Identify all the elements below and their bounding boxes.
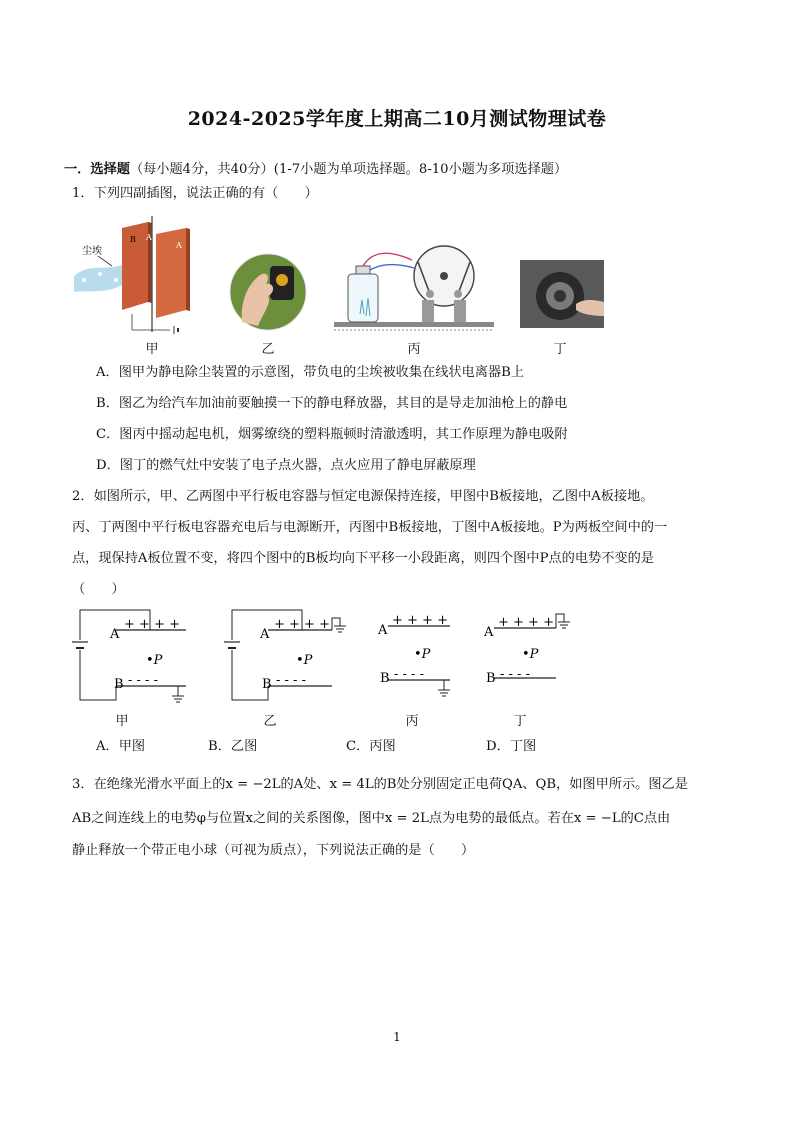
plate-label-b: B xyxy=(130,235,136,244)
q3-stem-line3: 静止释放一个带正电小球（可视为质点），下列说法正确的是（ ） xyxy=(72,843,475,858)
q2-caption-jia: 甲 xyxy=(115,714,129,729)
q1-option-d: D．图丁的燃气灶中安装了电子点火器，点火应用了静电屏蔽原理 xyxy=(96,458,476,473)
discharger-pad xyxy=(276,274,288,286)
figure-caption-bing: 丙 xyxy=(407,342,421,357)
q2-stem-line1: 2．如图所示，甲、乙两图中平行板电容器与恒定电源保持连接，甲图中B板接地，乙图中A板接地。 xyxy=(72,489,654,504)
dust-particle xyxy=(114,278,118,282)
plate-a-charges: + + + + xyxy=(392,613,448,628)
plate-a-label: A xyxy=(260,627,270,642)
q1-figure-ding xyxy=(520,260,604,328)
q3-stem-line2: AB之间连线上的电势φ与位置x之间的关系图像，图中x = 2L点为电势的最低点。若在x = −L的C点由 xyxy=(72,811,671,826)
q2-figure-ding xyxy=(482,604,582,708)
collector-plate-right-edge xyxy=(186,228,190,311)
blue-wire xyxy=(370,265,414,271)
q1-option-b: B．图乙为给汽车加油前要触摸一下的静电释放器，其目的是导走加油枪上的静电 xyxy=(96,396,568,411)
plate-b-charges: - - - - xyxy=(276,673,306,688)
circuit-wire xyxy=(80,650,116,700)
machine-leg xyxy=(422,300,434,322)
q1-stem: 1．下列四副插图，说法正确的有（ ） xyxy=(72,186,318,201)
figure-caption-jia: 甲 xyxy=(145,342,159,357)
q2-caption-ding: 丁 xyxy=(513,714,527,729)
q3-stem-line1: 3．在绝缘光滑水平面上的x = −2L的A处、x = 4L的B处分别固定正电荷QA、QB，如图甲所示。图乙是 xyxy=(72,777,688,792)
page-number: 1 xyxy=(393,1030,401,1044)
q1-option-c: C．图丙中摇动起电机，烟雾缭绕的塑料瓶顿时清澈透明，其工作原理为静电吸附 xyxy=(96,427,568,442)
plate-b-charges: - - - - xyxy=(394,667,424,682)
circuit-wire xyxy=(232,650,268,700)
plate-a-charges: + + + + xyxy=(124,617,180,632)
machine-terminal xyxy=(426,290,434,298)
dust-particle xyxy=(98,272,102,276)
point-p: •P xyxy=(414,647,431,662)
table-surface xyxy=(334,322,494,327)
plate-label-a: A xyxy=(176,241,182,250)
dust-label: 尘埃 xyxy=(82,246,102,257)
q1-figure-bing xyxy=(334,234,494,334)
machine-terminal xyxy=(454,290,462,298)
machine-axle xyxy=(440,272,448,280)
page-title: 2024-2025学年度上期高二10月测试物理试卷 xyxy=(187,108,607,130)
plate-b-label: B xyxy=(114,677,124,692)
q2-figure-jia xyxy=(70,604,200,708)
q2-stem-line3: 点，现保持A板位置不变，将四个图中的B板均向下平移一小段距离，则四个图中P点的电势不变的是 xyxy=(72,551,654,566)
q1-figure-jia xyxy=(72,214,212,339)
section-heading-label: 一．选择题 xyxy=(64,162,130,177)
machine-leg xyxy=(454,300,466,322)
burner-center xyxy=(554,290,566,302)
plate-a-charges: + + + + xyxy=(274,617,330,632)
plate-b-label: B xyxy=(486,671,496,686)
plate-b-label: B xyxy=(262,677,272,692)
plate-a-charges: + + + + xyxy=(498,615,554,630)
figure-caption-yi: 乙 xyxy=(261,342,275,357)
q2-figure-bing xyxy=(376,604,476,708)
plate-b-label: B xyxy=(380,671,390,686)
q1-figure-yi xyxy=(228,252,308,332)
section-heading-note: （每小题4分，共40分）(1-7小题为单项选择题。8-10小题为多项选择题） xyxy=(129,162,568,177)
point-p: •P xyxy=(296,653,313,668)
q2-figure-yi xyxy=(222,604,352,708)
bottle-cap xyxy=(356,266,370,274)
q2-caption-bing: 丙 xyxy=(405,714,419,729)
q2-stem-line4: （ ） xyxy=(72,582,125,597)
q2-option-c: C．丙图 xyxy=(346,739,396,754)
ground-wire xyxy=(556,614,564,628)
plate-label-a: A xyxy=(146,233,152,242)
plate-a-label: A xyxy=(484,625,494,640)
q2-option-b: B．乙图 xyxy=(208,739,258,754)
point-p: •P xyxy=(146,653,163,668)
dust-particle xyxy=(82,278,86,282)
figure-caption-ding: 丁 xyxy=(553,342,567,357)
plate-b-charges: - - - - xyxy=(500,667,530,682)
q2-caption-yi: 乙 xyxy=(263,714,277,729)
plate-b-charges: - - - - xyxy=(128,673,158,688)
q2-option-d: D．丁图 xyxy=(486,739,537,754)
q2-option-a: A．甲图 xyxy=(96,739,146,754)
dust-pointer xyxy=(98,256,112,266)
plate-a-label: A xyxy=(378,623,388,638)
section-heading xyxy=(64,161,567,179)
plastic-bottle xyxy=(348,274,378,322)
point-p: •P xyxy=(522,647,539,662)
ground-wire xyxy=(332,618,340,630)
plate-a-label: A xyxy=(110,627,120,642)
q2-stem-line2: 丙、丁两图中平行板电容器充电后与电源断开，丙图中B板接地，丁图中A板接地。P为两板空间中的一 xyxy=(72,520,668,535)
q1-option-a: A．图甲为静电除尘装置的示意图，带负电的尘埃被收集在线状电离器B上 xyxy=(96,365,525,380)
